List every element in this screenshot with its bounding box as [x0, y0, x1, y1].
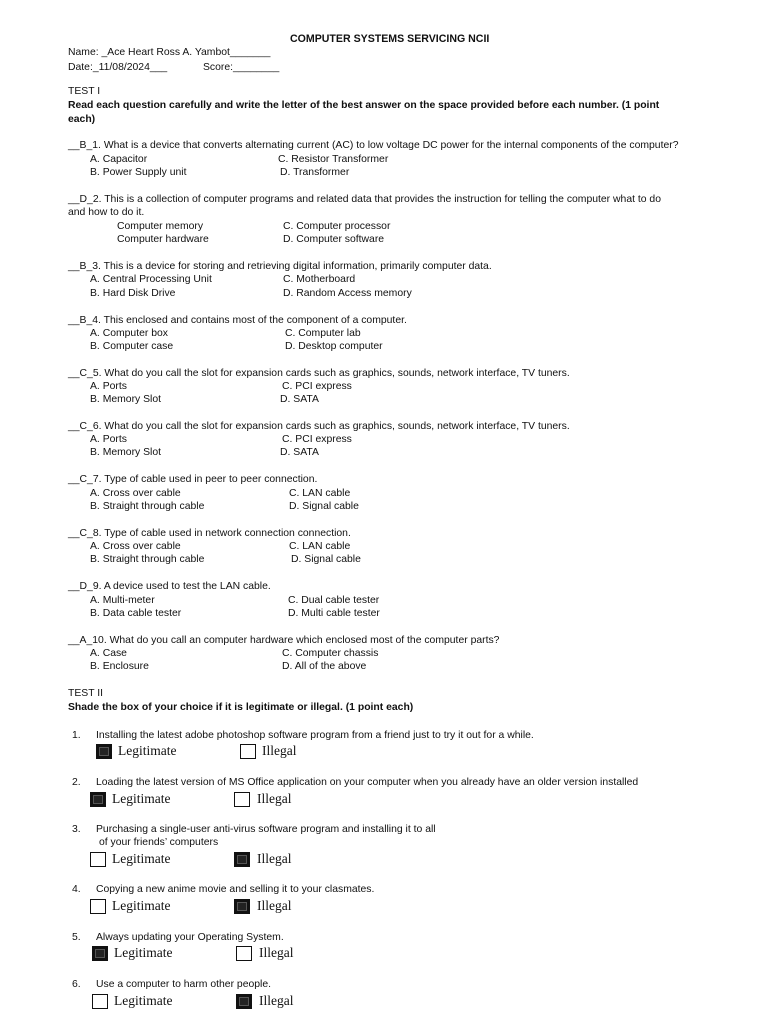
q7-option-c: C. LAN cable — [289, 488, 351, 499]
q2-option-a: Computer memory — [117, 221, 204, 232]
q8-option-c: C. LAN cable — [289, 541, 351, 552]
q3-option-d: D. Random Access memory — [283, 288, 412, 299]
question-8: __C_8. Type of cable used in network connection connection. — [68, 528, 351, 539]
q9-option-c: C. Dual cable tester — [288, 595, 380, 606]
item-3-illegal-label: Illegal — [257, 851, 292, 866]
item-5-illegal-checkbox[interactable] — [236, 946, 252, 961]
item-1-number: 1. — [72, 730, 81, 741]
item-1-illegal-label: Illegal — [262, 743, 297, 758]
q4-option-a: A. Computer box — [90, 328, 168, 339]
item-6-illegal-checkbox[interactable] — [236, 994, 252, 1009]
item-2-text: Loading the latest version of MS Office application on your computer when you already have an older version installed — [96, 777, 639, 788]
item-4-legitimate-checkbox[interactable] — [90, 899, 106, 914]
q2-option-c: C. Computer processor — [283, 221, 391, 232]
item-6-legitimate-checkbox[interactable] — [92, 994, 108, 1009]
item-4-illegal-checkbox[interactable] — [234, 899, 250, 914]
question-6: __C_6. What do you call the slot for expansion cards such as graphics, sounds, network interface, TV tuners. — [68, 421, 570, 432]
item-3-number: 3. — [72, 824, 81, 835]
item-2-number: 2. — [72, 777, 81, 788]
question-10: __A_10. What do you call an computer hardware which enclosed most of the computer parts? — [68, 635, 500, 646]
q10-option-a: A. Case — [90, 648, 127, 659]
test1-heading: TEST I — [68, 86, 101, 97]
question-5: __C_5. What do you call the slot for expansion cards such as graphics, sounds, network interface, TV tuners. — [68, 368, 570, 379]
item-5-legitimate-label: Legitimate — [114, 945, 173, 960]
item-1-legitimate-label: Legitimate — [118, 743, 177, 758]
q9-option-b: B. Data cable tester — [90, 608, 182, 619]
item-4-number: 4. — [72, 884, 81, 895]
item-1-text: Installing the latest adobe photoshop software program from a friend just to try it out for a while. — [96, 730, 534, 741]
q7-option-b: B. Straight through cable — [90, 501, 205, 512]
item-2-legitimate-checkbox[interactable] — [90, 792, 106, 807]
q4-option-d: D. Desktop computer — [285, 341, 383, 352]
q5-option-c: C. PCI express — [282, 381, 352, 392]
item-5-illegal-label: Illegal — [259, 945, 294, 960]
q7-option-a: A. Cross over cable — [90, 488, 181, 499]
question-4: __B_4. This enclosed and contains most of the component of a computer. — [68, 315, 407, 326]
q4-option-b: B. Computer case — [90, 341, 174, 352]
question-1: __B_1. What is a device that converts alternating current (AC) to low voltage DC power for the internal components of the computer? — [68, 140, 679, 151]
item-4-illegal-label: Illegal — [257, 898, 292, 913]
question-2-cont: and how to do it. — [68, 207, 145, 218]
score-field: Score:________ — [203, 62, 280, 73]
item-3-text: Purchasing a single-user anti-virus software program and installing it to all — [96, 824, 436, 835]
q9-option-a: A. Multi-meter — [90, 595, 155, 606]
q10-option-b: B. Enclosure — [90, 661, 149, 672]
q3-option-c: C. Motherboard — [283, 274, 356, 285]
item-2-legitimate-label: Legitimate — [112, 791, 171, 806]
q5-option-a: A. Ports — [90, 381, 127, 392]
q4-option-c: C. Computer lab — [285, 328, 361, 339]
q3-option-b: B. Hard Disk Drive — [90, 288, 176, 299]
q2-option-b: Computer hardware — [117, 234, 209, 245]
item-5-number: 5. — [72, 932, 81, 943]
document-title: COMPUTER SYSTEMS SERVICING NCII — [290, 33, 490, 45]
item-1-legitimate-checkbox[interactable] — [96, 744, 112, 759]
item-4-text: Copying a new anime movie and selling it to your clasmates. — [96, 884, 375, 895]
q1-option-b: B. Power Supply unit — [90, 167, 187, 178]
q10-option-d: D. All of the above — [282, 661, 367, 672]
item-6-illegal-label: Illegal — [259, 993, 294, 1008]
test1-instructions: Read each question carefully and write the letter of the best answer on the space provided before each number. (1 point — [68, 100, 660, 111]
question-7: __C_7. Type of cable used in peer to peer connection. — [68, 474, 318, 485]
item-4-legitimate-label: Legitimate — [112, 898, 171, 913]
item-6-number: 6. — [72, 979, 81, 990]
item-3-illegal-checkbox[interactable] — [234, 852, 250, 867]
q1-option-d: D. Transformer — [280, 167, 350, 178]
item-2-illegal-label: Illegal — [257, 791, 292, 806]
q9-option-d: D. Multi cable tester — [288, 608, 380, 619]
test1-instructions-cont: each) — [68, 114, 96, 125]
item-5-text: Always updating your Operating System. — [96, 932, 284, 943]
item-6-legitimate-label: Legitimate — [114, 993, 173, 1008]
question-9: __D_9. A device used to test the LAN cable. — [68, 581, 271, 592]
q5-option-d: D. SATA — [280, 394, 319, 405]
q8-option-a: A. Cross over cable — [90, 541, 181, 552]
date-field: Date:_11/08/2024___ — [68, 62, 168, 73]
q3-option-a: A. Central Processing Unit — [90, 274, 212, 285]
item-2-illegal-checkbox[interactable] — [234, 792, 250, 807]
q6-option-c: C. PCI express — [282, 434, 352, 445]
name-field: Name: _Ace Heart Ross A. Yambot_______ — [68, 47, 271, 58]
q8-option-d: D. Signal cable — [291, 554, 361, 565]
q6-option-a: A. Ports — [90, 434, 127, 445]
q6-option-b: B. Memory Slot — [90, 447, 162, 458]
q8-option-b: B. Straight through cable — [90, 554, 205, 565]
q10-option-c: C. Computer chassis — [282, 648, 379, 659]
q6-option-d: D. SATA — [280, 447, 319, 458]
item-3-text-cont: of your friends’ computers — [99, 837, 219, 848]
q5-option-b: B. Memory Slot — [90, 394, 162, 405]
q1-option-c: C. Resistor Transformer — [278, 154, 389, 165]
question-2: __D_2. This is a collection of computer programs and related data that provides the instruction for telling the computer what to do — [68, 194, 661, 205]
test2-heading: TEST II — [68, 688, 104, 699]
q2-option-d: D. Computer software — [283, 234, 385, 245]
item-1-illegal-checkbox[interactable] — [240, 744, 256, 759]
item-3-legitimate-checkbox[interactable] — [90, 852, 106, 867]
test2-instructions: Shade the box of your choice if it is legitimate or illegal. (1 point each) — [68, 702, 414, 713]
question-3: __B_3. This is a device for storing and retrieving digital information, primarily computer data. — [68, 261, 492, 272]
q7-option-d: D. Signal cable — [289, 501, 359, 512]
item-3-legitimate-label: Legitimate — [112, 851, 171, 866]
item-5-legitimate-checkbox[interactable] — [92, 946, 108, 961]
item-6-text: Use a computer to harm other people. — [96, 979, 272, 990]
q1-option-a: A. Capacitor — [90, 154, 148, 165]
